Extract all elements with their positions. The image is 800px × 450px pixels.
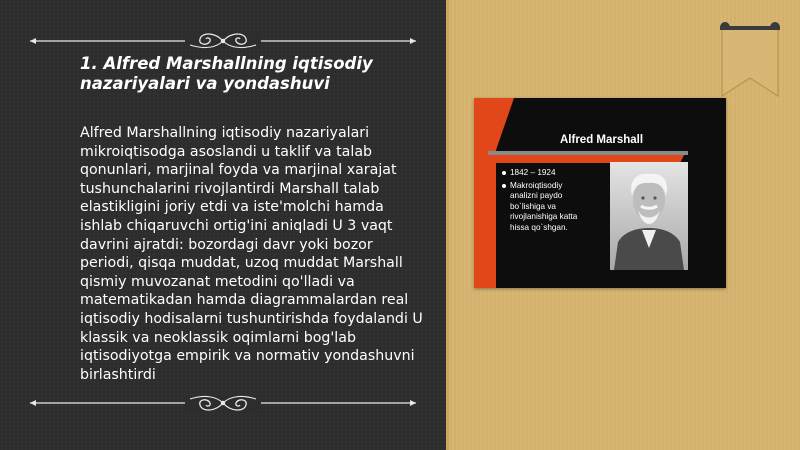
inset-bullet-item: Makroiqtisodiy analizni paydo bo`lishiga va rivojlanishiga katta hissa qo`shgan. — [504, 181, 584, 234]
panel-divider — [446, 0, 449, 450]
bookmark-ribbon-icon — [716, 18, 784, 102]
portrait-photo-icon — [610, 162, 688, 270]
inset-title: Alfred Marshall — [560, 134, 644, 146]
inset-grey-bar — [488, 151, 688, 155]
ornament-divider-bottom-icon — [30, 392, 416, 414]
inset-bullet-list — [504, 168, 584, 235]
inset-slide-image — [474, 98, 726, 288]
inset-bullet-item: 1842 – 1924 — [504, 168, 584, 179]
ornament-divider-top-icon — [30, 30, 416, 52]
slide-title: 1. Alfred Marshallning iqtisodiy nazariyalari va yondashuvi — [80, 54, 373, 93]
inset-orange-wedge — [474, 98, 514, 150]
slide-body-text: Alfred Marshallning iqtisodiy nazariyalari mikroiqtisodga asoslandi u taklif va talab qonunlari, marjinal foyda va marjinal xarajat tushunchalarini rivojlantirdi Marshall talab elastikligini joriy etdi va iste'molchi hamda ishlab chiqaruvchi ortig'ini aniqladi U 3 vaqt davrini ajratdi: bozordagi davr yoki bozor periodi, qisqa muddat, uzoq muddat Marshall qismiy muvozanat metodini qo'lladi va matematikadan hamda diagrammalardan real iqtisodiy hodisalarni tushuntirishda foydalandi U klassik va neoklassik oqimlarni bog'lab iqtisodiyotga empirik va normativ yondashuvni birlashtirdi — [80, 125, 423, 383]
